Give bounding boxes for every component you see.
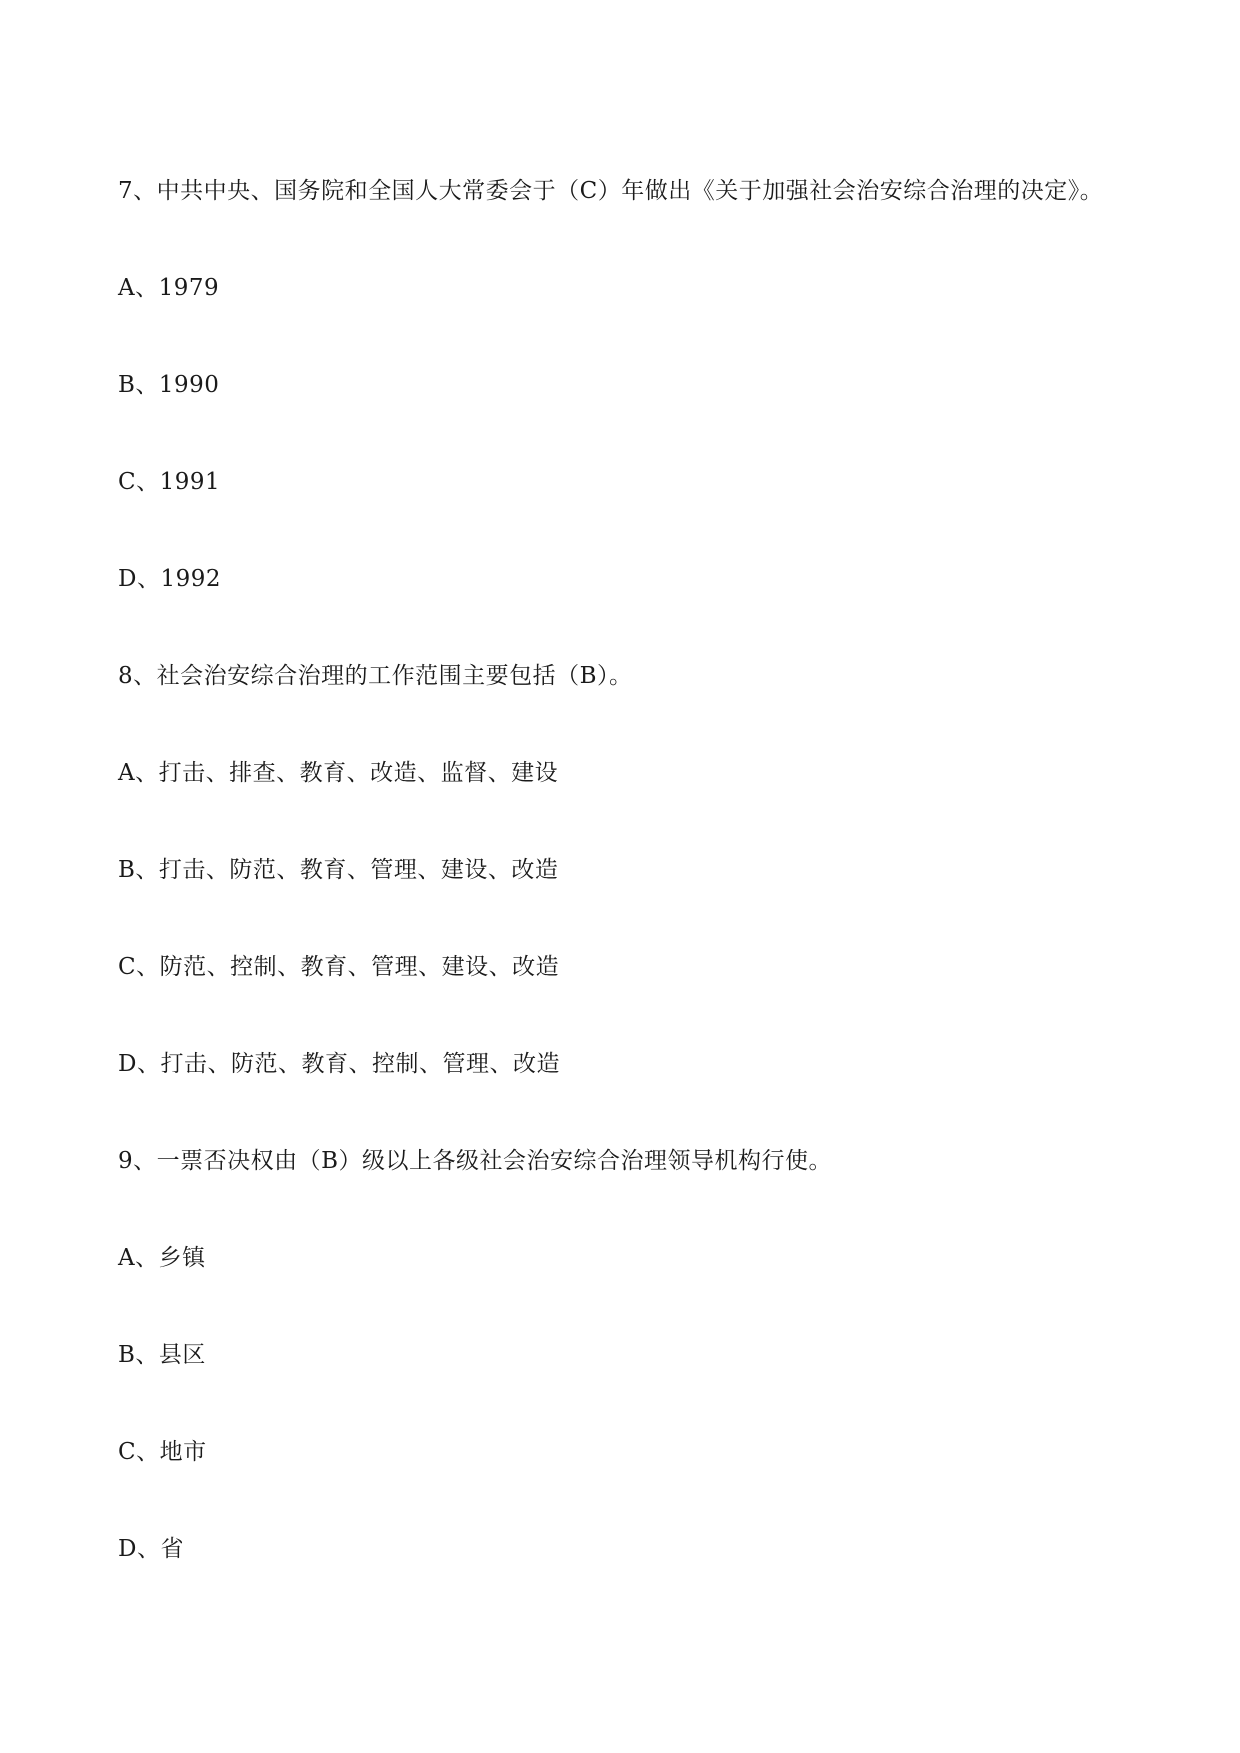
question-7-text: 7、中共中央、国务院和全国人大常委会于（C）年做出《关于加强社会治安综合治理的决定》。 <box>118 178 1104 204</box>
question-7-option-c: C、1991 <box>118 469 221 495</box>
question-9-option-c: C、地市 <box>118 1439 207 1465</box>
question-7-option-d: D、1992 <box>118 566 221 592</box>
question-9-option-a: A、乡镇 <box>118 1245 206 1271</box>
question-8-option-c: C、防范、控制、教育、管理、建设、改造 <box>118 954 560 980</box>
question-9-option-d: D、省 <box>118 1536 184 1562</box>
question-8-option-b: B、打击、防范、教育、管理、建设、改造 <box>118 857 559 883</box>
question-8-text: 8、社会治安综合治理的工作范围主要包括（B）。 <box>118 663 633 689</box>
question-9-option-b: B、县区 <box>118 1342 206 1368</box>
question-9-text: 9、一票否决权由（B）级以上各级社会治安综合治理领导机构行使。 <box>118 1148 833 1174</box>
question-7-option-a: A、1979 <box>118 275 220 301</box>
question-8-option-d: D、打击、防范、教育、控制、管理、改造 <box>118 1051 560 1077</box>
question-7-option-b: B、1990 <box>118 372 220 398</box>
question-8-option-a: A、打击、排查、教育、改造、监督、建设 <box>118 760 559 786</box>
